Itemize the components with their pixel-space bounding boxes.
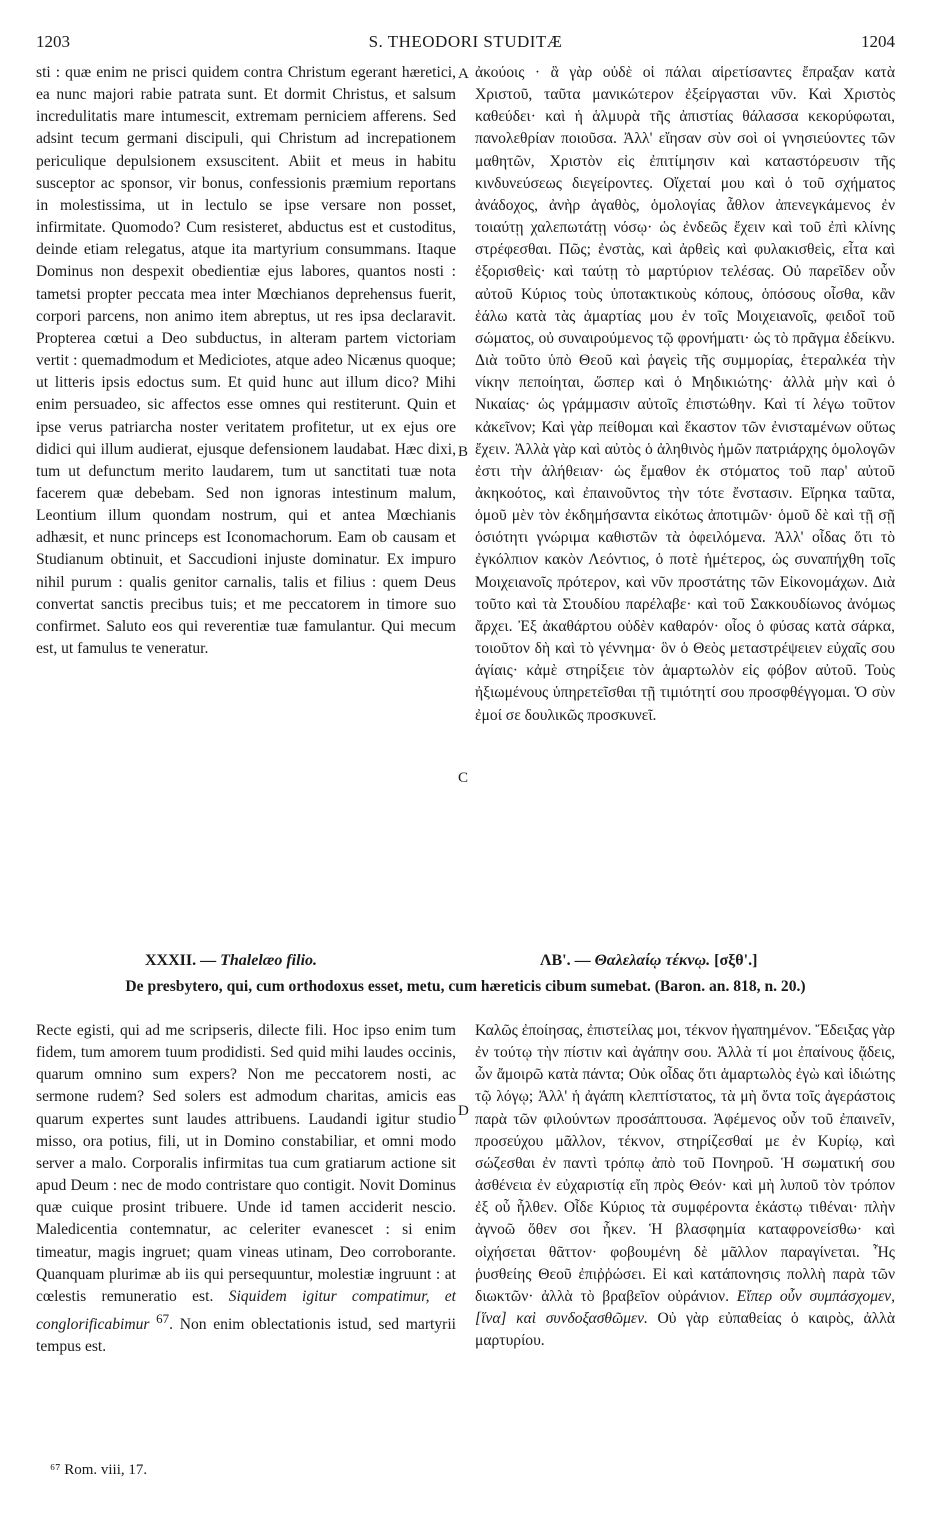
margin-marker-b: B — [458, 444, 469, 460]
latin-column-top — [36, 62, 456, 660]
latin-body-text: Recte egisti, qui ad me scripseris, dilecte fili. Hoc ipso enim tum fidem, tum amorem tuum prodidisti. Sed quid mihi laudes occinis, quarum omnino sum expers? Non me peccatorem nosti, ac sermone rudem? Sed solers est admodum charitas, amicis eas quarum expertes sunt laudes attribuens. Laudandi igitur studio misso, ora potius, fili, ut in Domino constabiliar, et omni modo server a malo. Corporalis infirmitas tua cum gratiarum actione sit apud Deum : nec de modo contristare quo contigit. Novit Dominus quæ cuique prosint tribuere. Unde id tamen acciderit nescio. Maledicentia contemnatur, ac celeriter evanescet : si enim timeatur, magis ingruet; quam vineas utinam, Deo corroborante. Quanquam plurimæ ab iis qui persequuntur, molestiæ ingruunt : at cœlestis remuneratio est. — [36, 1022, 456, 1305]
footnote: ⁶⁷ Rom. viii, 17. — [50, 1462, 148, 1478]
latin-letter-addressee: Thalelæo filio. — [220, 952, 318, 969]
greek-body-text-end: Οὐ γὰρ εὐπαθείας ὁ καιρὸς, ἀλλὰ μαρτυρίου. — [475, 1310, 895, 1350]
letter-subject: De presbytero, qui, cum orthodoxus esset, metu, cum hæreticis cibum sumebat. (Baron. an. 818, n. 20.) — [125, 978, 806, 995]
greek-column-top — [475, 62, 895, 727]
greek-scripture-quote: Εἴπερ οὖν συμπάσχομεν, [ἵνα] καὶ συνδοξασθῶμεν. — [475, 1287, 895, 1328]
latin-scripture-quote: Siquidem igitur compatimur, et conglorificabimur — [36, 1287, 457, 1334]
greek-paragraph: ἀκούοις · ἃ γὰρ οὐδὲ οἱ πάλαι αἱρετίσαντες ἔπραξαν κατὰ Χριστοῦ, ταῦτα μανικώτερον ἐξείργασται νῦν. Καὶ Χριστὸς καθεύδει· καὶ ἡ ἁλμυρὰ τῆς ἀπιστίας θάλασσα κεκορύφωται, πανολεθρίαν ποιοῦσα. Ἀλλ' εἴησαν σὺν σοὶ οἱ γνησιεύοντες τῶν μαθητῶν, Χριστὸν εἰς ἐπιτίμησιν καὶ καταστόρευσιν τῆς κινδυνεύσεως διεγείροντες. Οἴχεταί μου καὶ ὁ τοῦ σχήματος ἀνάδοχος, ἀνὴρ ἀγαθὸς, ὁμολογίας ἆθλον ἀπενεγκάμενος ἐν τοιαύτῃ χαλεπωτάτῃ νόσῳ· ὡς ἐνδεῶς ἔχειν καὶ τοῦ ἐπὶ κλίνης στρέφεσθαι. Πῶς; ἐνστὰς, καὶ ἀρθεὶς καὶ φυλακισθεὶς, εἶτα καὶ ἐξορισθεὶς· καὶ ταύτῃ τὸ μαρτύριον τελέσας. Οὐ παρεῖδεν οὖν αὐτοῦ Κύριος τοὺς ὑποτακτικοὺς κόπους, ὁπόσους οἶσθα, κἂν ἑάλω κατὰ τὰς ἁμαρτίας μου ἐν τοῖς Μοιχειανοῖς, φειδοῖ τοῦ σώματος, οὐ συναιρούμενος τῷ φρονήματι· ὡς τὸ πρᾶγμα ἐδείκνυ. Διὰ τοῦτο ὑπὸ Θεοῦ καὶ ῥαγεὶς τῆς συμμορίας, ἑτεραλκέα τὴν νίκην πεποίηται, ὥσπερ καὶ ὁ Μηδικιώτης· ἀλλὰ μὴν καὶ ὁ Νικαίας· ὡς γράμμασιν αὐτοῖς ἐπιστώθην. Καὶ τί λέγω τοῦτον κἀκεῖνον; Καὶ γὰρ πείθομαι καὶ ἕκαστον τῶν ἐνισταμένων οὕτως ἔχειν. Ἀλλὰ γὰρ καὶ αὐτὸς ὁ ἀληθινὸς ἡμῶν πατριάρχης ὁμολογῶν ἐστι τὴν ἀλήθειαν· ὡς ἔμαθον ἐκ στόματος τοῦ παρ' αὐτοῦ ἀκηκοότος, καὶ ἐπαινοῦντος τὴν τότε ἔνστασιν. Εἴρηκα ταῦτα, ὁμοῦ μὲν τὸν ἐκδημήσαντα εἰκότως ἀποτιμῶν· ὁμοῦ δὲ καὶ τῇ σῇ ὁσιότητι γνώριμα καθιστῶν τὰ ὀφειλόμενα. Ἀλλ' οἶδας ὅτι τὸ ἐγκόλπιον κακὸν Λεόντιος, ὁ ποτὲ ἡμέτερος, ὡς συναπήχθη τοῖς Μοιχειανοῖς πρότερον, καὶ νῦν προστάτης τῶν Εἰκονομάχων. Διὰ τοῦτο καὶ τὰ Στουδίου παρέλαβε· καὶ τοῦ Σακκουδίωνος ἀνόμως ἄρχει. Ἐξ ἀκαθάρτου οὐδὲν καθαρόν· οἷος ὁ φύσας κατὰ σάρκα, τοιοῦτον δὴ καὶ τὸ γέννημα· ὃν ὁ Θεὸς μεταστρέψειεν εὐχαῖς σου ἁγίαις· κἀμὲ στηρίξειε τὸν ἁμαρτωλὸν εἰς φόβον αὐτοῦ. Τοὺς ἠξιωμένους ὑπηρετεῖσθαι τῇ τιμιότητί σου προσφθέγγομαι. Ὁ σὺν ἐμοί σε δουλικῶς προσκυνεῖ. — [475, 64, 895, 724]
latin-letter-body — [36, 1020, 456, 1359]
latin-letter-number: XXXII. — — [145, 952, 217, 969]
latin-paragraph: sti : quæ enim ne prisci quidem contra Christum egerant hæretici, ea nunc majori rabie patrata sunt. Et dormit Christus, et salsum incredulitatis mare intumescit, extremam perniciem afferens. Sed adsint tecum germani discipuli, qui Christum ad increpationem periculique depulsionem exsuscitent. Abiit et meus in habitu susceptor ac sponsor, vir bonus, confessionis præmium reportans in molestissima, ut in lectulo se ipse versare non posset, infirmitate. Quomodo? Cum resisteret, abductus est et custoditus, deinde etiam relegatus, atque ita martyrium consummans. Itaque Dominus non despexit obedientiæ ejus labores, quantos nosti : tametsi propter peccata mea inter Mœchianos deprehensus fuerit, corpori parcens, non animo item abreptus, ut res ipsa declaravit. Propterea cœtui a Deo subductus, in alteram partem victoriam vertit : quemadmodum et Mediciotes, atque adeo Nicænus quoque; ut litteris ipsis edoctus sum. Et quid hunc aut illum dico? Mihi enim persuadeo, sic affectos esse omnes qui restiterunt. Quin et ipse verus patriarcha noster veritatem profitetur, ut ex ejus ore didici qui illum audierat, ejusque defensionem laudabat. Hæc dixi, tum ut defunctum merito laudarem, tum ut sanctitati tuæ nota facerem quæ debebam. Sed non ignoras intestinum malum, Leontium illum quondam nostrum, qui et antea Mœchianis adhæsit, et nunc princeps est Iconomachorum. Eam ob causam et Studianum obtinuit, et Saccudioni injuste dominatur. Ex impuro nihil purum : qualis genitor carnalis, talis et filius : quem Deus convertat sanctis precibus tuis; et me peccatorem in timore suo confirmet. Saluto eos qui reverentiæ tuæ famulantur. Qui mecum est, ut famulus te veneratur. — [36, 64, 456, 658]
greek-letter-body — [475, 1020, 895, 1352]
latin-column-bottom — [36, 1020, 456, 1359]
margin-marker-c: C — [458, 770, 469, 786]
page-number-right: 1204 — [861, 32, 895, 51]
greek-letter-addressee: Θαλελαίῳ τέκνῳ. — [594, 952, 711, 969]
running-title: S. THEODORI STUDITÆ — [368, 32, 563, 51]
latin-body-text-end: . Non enim oblectationis istud, sed martyrii tempus est. — [36, 1316, 456, 1356]
page-header — [36, 32, 895, 58]
greek-letter-reference: [σξθ'.] — [714, 952, 758, 969]
greek-body-text: Καλῶς ἐποίησας, ἐπιστείλας μοι, τέκνον ἠγαπημένον. Ἔδειξας γὰρ ἐν τούτῳ τὴν πίστιν καὶ ἀγάπην σου. Ἀλλὰ τί μοι ἐπαίνους ᾄδεις, ὧν ἄμοιρῶ κατὰ πάντα; Οὐκ οἶδας ὅτι ἁμαρτωλὸς ἐγὼ καὶ ἰδιώτης τῷ λόγῳ; Ἀλλ' ἡ ἀγάπη κλεπτίστατος, τὰ μὴ ὄντα τοῖς ἀγεράστοις παρὰ τῶν φιλούντων προσάπτουσα. Ἀφέμενος οὖν τοῦ ἐπαινεῖν, προσεύχου μᾶλλον, τέκνον, στηρίζεσθαί με ἐν Κυρίῳ, καὶ σώζεσθαι ἐν παντὶ τρόπῳ ἀπὸ τοῦ Πονηροῦ. Ἡ σωματική σου ἀσθένεια ἐν εὐχαριστίᾳ εἴη πρὸς Θεόν· καὶ μὴ λυποῦ τὸν τρόπον ἐξ οὗ ἦλθεν. Οἶδε Κύριος τὰ συμφέροντα ἑκάστῳ τιθέναι· πλὴν ἀγνοῶ ὅθεν σοι ἧκεν. Ἡ βλασφημία καταφρονείσθω· καὶ οἰχήσεται θᾶττον· φοβουμένη δὲ μᾶλλον παραγίνεται. Ἧς ῥυσθείης Θεοῦ ἐπιῤῥώσει. Εἰ καὶ κατάπονησις πολλὴ παρὰ τῶν διωκτῶν· ἀλλὰ τὸ βραβεῖον οὐράνιον. — [475, 1022, 895, 1305]
greek-column-bottom — [475, 1020, 895, 1352]
footnote-ref: 67 — [156, 1311, 170, 1327]
page-number-left: 1203 — [36, 32, 70, 51]
latin-letter-title — [145, 952, 317, 970]
greek-letter-number: ΛΒ'. — — [540, 952, 591, 969]
greek-letter-title — [540, 952, 757, 970]
margin-marker-d: D — [458, 1103, 469, 1119]
margin-marker-a: A — [458, 66, 469, 82]
